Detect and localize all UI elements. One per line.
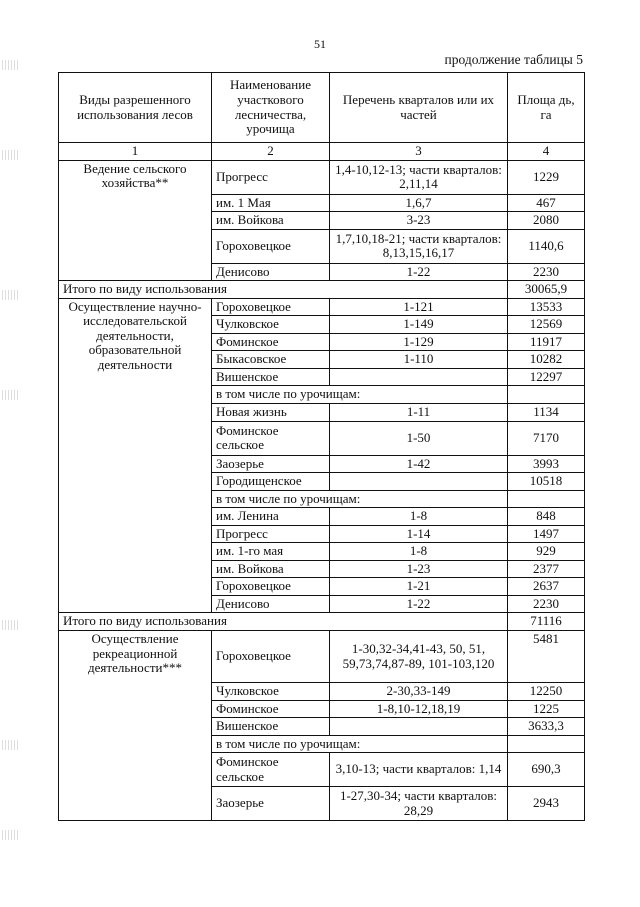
area-cell: 848 [508, 508, 585, 526]
area-cell: 5481 [508, 631, 585, 683]
area-cell: 1497 [508, 525, 585, 543]
quarters-cell: 1-8 [330, 508, 508, 526]
column-number-row [59, 143, 585, 161]
quarters-cell: 1-8 [330, 543, 508, 561]
quarters-cell: 3,10-13; части кварталов: 1,14 [330, 753, 508, 787]
tract-name: Фоминское сельское [212, 421, 330, 455]
use-type-cell: Осуществление рекреационной деятельности*** [59, 631, 212, 821]
forestry-name: им. Войкова [212, 212, 330, 230]
empty-cell [508, 386, 585, 404]
table-continuation-caption: продолжение таблицы 5 [444, 52, 583, 67]
forestry-name: Прогресс [212, 160, 330, 194]
tract-name: Фоминское сельское [212, 753, 330, 787]
forestry-name: Гороховецкое [212, 298, 330, 316]
quarters-cell: 1-27,30-34; части кварталов: 28,29 [330, 787, 508, 821]
area-cell: 3993 [508, 455, 585, 473]
area-cell: 467 [508, 194, 585, 212]
quarters-cell: 2-30,33-149 [330, 683, 508, 701]
quarters-cell [330, 718, 508, 736]
quarters-cell: 1-21 [330, 578, 508, 596]
forestry-name: Вишенское [212, 368, 330, 386]
area-cell: 3633,3 [508, 718, 585, 736]
quarters-cell: 1,7,10,18-21; части кварталов: 8,13,15,16,17 [330, 229, 508, 263]
total-row [59, 613, 585, 631]
subheading: в том числе по урочищам: [212, 386, 508, 404]
area-cell: 1140,6 [508, 229, 585, 263]
total-row [59, 281, 585, 299]
table-row [59, 160, 585, 194]
total-value: 30065,9 [508, 281, 585, 299]
col-number: 2 [212, 143, 330, 161]
forestry-name: Чулковское [212, 683, 330, 701]
page-number: 51 [314, 37, 326, 51]
quarters-cell: 1,6,7 [330, 194, 508, 212]
area-cell: 690,3 [508, 753, 585, 787]
scan-artifact [2, 60, 20, 70]
quarters-cell: 1-149 [330, 316, 508, 334]
area-cell: 7170 [508, 421, 585, 455]
quarters-cell: 1-121 [330, 298, 508, 316]
total-value: 71116 [508, 613, 585, 631]
header-area: Площа дь, га [508, 73, 585, 143]
area-cell: 13533 [508, 298, 585, 316]
forestry-name: Городищенское [212, 473, 330, 491]
tract-name: Денисово [212, 595, 330, 613]
col-number: 3 [330, 143, 508, 161]
quarters-cell: 1-22 [330, 263, 508, 281]
quarters-cell: 1-11 [330, 404, 508, 422]
quarters-cell [330, 473, 508, 491]
tract-name: им. Войкова [212, 560, 330, 578]
quarters-cell: 3-23 [330, 212, 508, 230]
forestry-name: Гороховецкое [212, 631, 330, 683]
area-cell: 12297 [508, 368, 585, 386]
scan-artifact [2, 830, 20, 840]
scan-artifact [2, 390, 20, 400]
forestry-name: Фоминское [212, 700, 330, 718]
quarters-cell: 1-8,10-12,18,19 [330, 700, 508, 718]
quarters-cell: 1-110 [330, 351, 508, 369]
area-cell: 12250 [508, 683, 585, 701]
area-cell: 2230 [508, 263, 585, 281]
forestry-name: Вишенское [212, 718, 330, 736]
tract-name: Заозерье [212, 787, 330, 821]
col-number: 4 [508, 143, 585, 161]
total-label: Итого по виду использования [59, 613, 508, 631]
forestry-name: Фоминское [212, 333, 330, 351]
area-cell: 11917 [508, 333, 585, 351]
header-use-type: Виды разрешенного использования лесов [59, 73, 212, 143]
empty-cell [508, 490, 585, 508]
area-cell: 12569 [508, 316, 585, 334]
total-label: Итого по виду использования [59, 281, 508, 299]
forestry-name: Чулковское [212, 316, 330, 334]
tract-name: Гороховецкое [212, 578, 330, 596]
area-cell: 2637 [508, 578, 585, 596]
tract-name: им. Ленина [212, 508, 330, 526]
tract-name: им. 1-го мая [212, 543, 330, 561]
quarters-cell: 1-50 [330, 421, 508, 455]
area-cell: 929 [508, 543, 585, 561]
quarters-cell [330, 368, 508, 386]
area-cell: 1229 [508, 160, 585, 194]
area-cell: 2230 [508, 595, 585, 613]
forestry-name: им. 1 Мая [212, 194, 330, 212]
forestry-name: Денисово [212, 263, 330, 281]
area-cell: 1134 [508, 404, 585, 422]
use-type-cell: Ведение сельского хозяйства** [59, 160, 212, 281]
area-cell: 1225 [508, 700, 585, 718]
scan-artifact [2, 740, 20, 750]
forestry-name: Гороховецкое [212, 229, 330, 263]
quarters-cell: 1-14 [330, 525, 508, 543]
empty-cell [508, 735, 585, 753]
tract-name: Заозерье [212, 455, 330, 473]
quarters-cell: 1-23 [330, 560, 508, 578]
table-row [59, 298, 585, 316]
area-cell: 2943 [508, 787, 585, 821]
quarters-cell: 1-129 [330, 333, 508, 351]
tract-name: Прогресс [212, 525, 330, 543]
quarters-cell: 1-42 [330, 455, 508, 473]
scan-artifact [2, 150, 20, 160]
area-cell: 10282 [508, 351, 585, 369]
header-row [59, 73, 585, 143]
area-cell: 2080 [508, 212, 585, 230]
forest-use-table [58, 72, 585, 821]
col-number: 1 [59, 143, 212, 161]
area-cell: 2377 [508, 560, 585, 578]
subheading: в том числе по урочищам: [212, 490, 508, 508]
scan-artifact [2, 290, 20, 300]
subheading: в том числе по урочищам: [212, 735, 508, 753]
area-cell: 10518 [508, 473, 585, 491]
forestry-name: Быкасовское [212, 351, 330, 369]
quarters-cell: 1,4-10,12-13; части кварталов: 2,11,14 [330, 160, 508, 194]
quarters-cell: 1-22 [330, 595, 508, 613]
header-forestry-name: Наименование участкового лесничества, урочища [212, 73, 330, 143]
use-type-cell: Осуществление научно-исследовательской деятельности, образовательной деятельности [59, 298, 212, 613]
quarters-cell: 1-30,32-34,41-43, 50, 51, 59,73,74,87-89, 101-103,120 [330, 631, 508, 683]
tract-name: Новая жизнь [212, 404, 330, 422]
table-row [59, 631, 585, 683]
header-quarters: Перечень кварталов или их частей [330, 73, 508, 143]
scan-artifact [2, 620, 20, 630]
